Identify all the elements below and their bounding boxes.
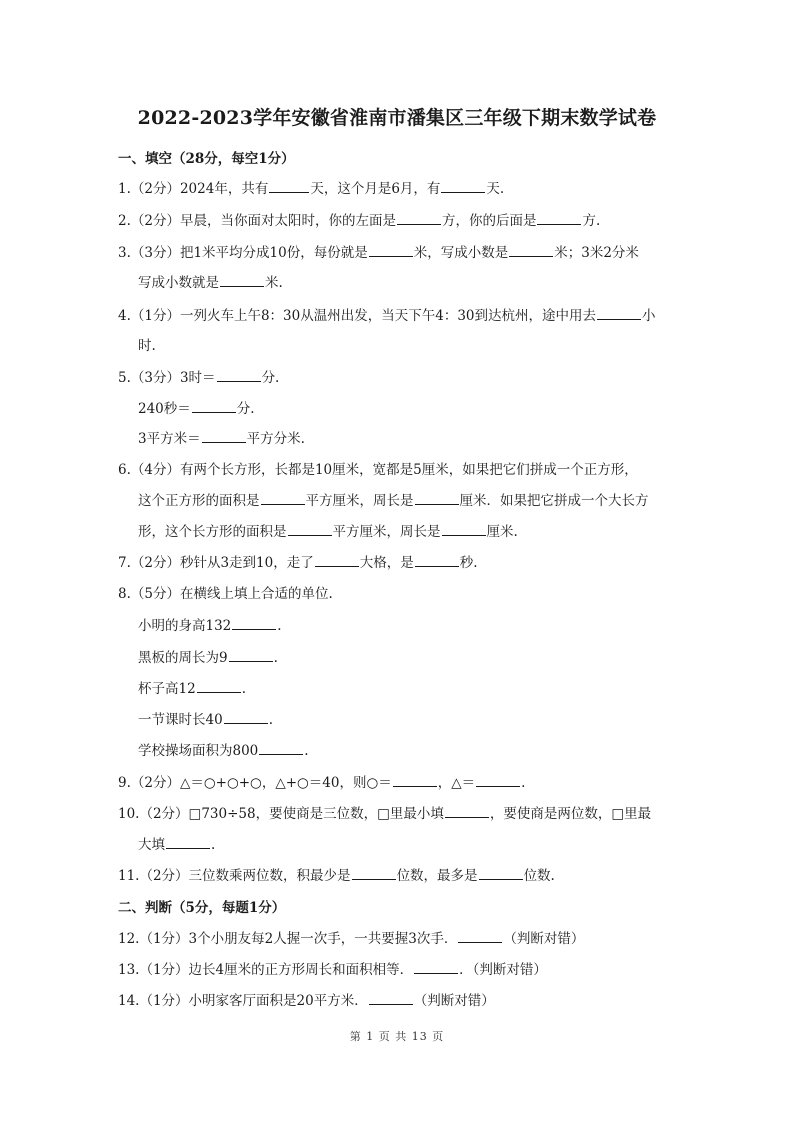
question-14: 14.（1分）小明家客厅面积是20平方米． （判断对错）: [118, 989, 495, 1009]
question-11: 11.（2分）三位数乘两位数，积最少是 位数，最多是 位数.: [118, 864, 555, 884]
question-8: 8.（5分）在横线上填上合适的单位.: [118, 586, 333, 602]
answer-blank[interactable]: [232, 615, 276, 630]
question-8-item-1: 小明的身高132 .: [138, 614, 282, 634]
question-10-continued: 大填 .: [138, 833, 215, 853]
page-footer: 第 1 页 共 13 页: [349, 1030, 445, 1043]
question-6-continued: 这个正方形的面积是 平方厘米，周长是 厘米．如果把它拼成一个大长方: [138, 489, 649, 509]
answer-blank[interactable]: [397, 210, 441, 225]
question-6: 6.（4分）有两个长方形，长都是10厘米，宽都是5厘米，如果把它们拼成一个正方形，: [118, 462, 638, 478]
answer-blank[interactable]: [166, 834, 210, 849]
question-6-continued-2: 形，这个长方形的面积是 平方厘米，周长是 厘米.: [138, 520, 518, 540]
question-5: 5.（3分）3时＝ 分.: [118, 366, 279, 386]
answer-blank[interactable]: [315, 552, 359, 567]
question-2: 2.（2分）早晨，当你面对太阳时，你的左面是 方，你的后面是 方.: [118, 209, 600, 229]
question-10: 10.（2分）□730÷58，要使商是三位数，□里最小填 ，要使商是两位数，□里最: [118, 802, 651, 822]
question-13: 13.（1分）边长4厘米的正方形周长和面积相等． ．（判断对错）: [118, 958, 547, 978]
answer-blank[interactable]: [537, 210, 581, 225]
answer-blank[interactable]: [197, 678, 241, 693]
answer-blank[interactable]: [414, 959, 458, 974]
page-title: 2022-2023学年安徽省淮南市潘集区三年级下期末数学试卷: [137, 107, 657, 129]
answer-blank[interactable]: [352, 865, 396, 880]
question-8-item-2: 黑板的周长为9 .: [138, 646, 278, 666]
section-heading-true-false: 二、判断（5分，每题1分）: [118, 900, 286, 916]
answer-blank[interactable]: [369, 242, 413, 257]
question-5-part-2: 240秒＝ 分.: [138, 397, 255, 417]
section-heading-fill-in: 一、填空（28分，每空1分）: [118, 151, 295, 167]
answer-blank[interactable]: [441, 178, 485, 193]
answer-blank[interactable]: [259, 740, 303, 755]
question-3-continued: 写成小数就是 米.: [138, 271, 283, 291]
answer-blank[interactable]: [393, 772, 437, 787]
answer-blank[interactable]: [415, 490, 459, 505]
answer-blank[interactable]: [509, 242, 553, 257]
question-8-item-3: 杯子高12 .: [138, 677, 246, 697]
question-7: 7.（2分）秒针从3走到10，走了 大格，是 秒.: [118, 551, 478, 571]
answer-blank[interactable]: [220, 272, 264, 287]
answer-blank[interactable]: [224, 709, 268, 724]
answer-blank[interactable]: [261, 490, 305, 505]
answer-blank[interactable]: [597, 305, 641, 320]
question-3: 3.（3分）把1米平均分成10份，每份就是 米，写成小数是 米；3米2分米: [118, 241, 639, 261]
answer-blank[interactable]: [442, 521, 486, 536]
answer-blank[interactable]: [192, 398, 236, 413]
answer-blank[interactable]: [458, 928, 502, 943]
question-1: 1.（2分）2024年，共有 天，这个月是6月，有 天.: [118, 177, 504, 197]
question-5-part-3: 3平方米＝ 平方分米.: [138, 427, 305, 447]
answer-blank[interactable]: [269, 178, 309, 193]
answer-blank[interactable]: [369, 990, 413, 1005]
question-4-continued: 时.: [138, 338, 156, 354]
answer-blank[interactable]: [202, 428, 246, 443]
question-12: 12.（1分）3个小朋友每2人握一次手，一共要握3次手． （判断对错）: [118, 927, 584, 947]
answer-blank[interactable]: [476, 772, 520, 787]
answer-blank[interactable]: [229, 647, 273, 662]
question-4: 4.（1分）一列火车上午8：30从温州出发，当天下午4：30到达杭州，途中用去 小: [118, 304, 656, 324]
answer-blank[interactable]: [288, 521, 332, 536]
question-8-item-4: 一节课时长40 .: [138, 708, 273, 728]
answer-blank[interactable]: [479, 865, 523, 880]
question-9: 9.（2分）△＝○+○+○，△+○＝40，则○＝ ，△＝ .: [118, 771, 525, 791]
answer-blank[interactable]: [445, 803, 489, 818]
question-8-item-5: 学校操场面积为800 .: [138, 739, 309, 759]
answer-blank[interactable]: [415, 552, 459, 567]
answer-blank[interactable]: [217, 367, 261, 382]
